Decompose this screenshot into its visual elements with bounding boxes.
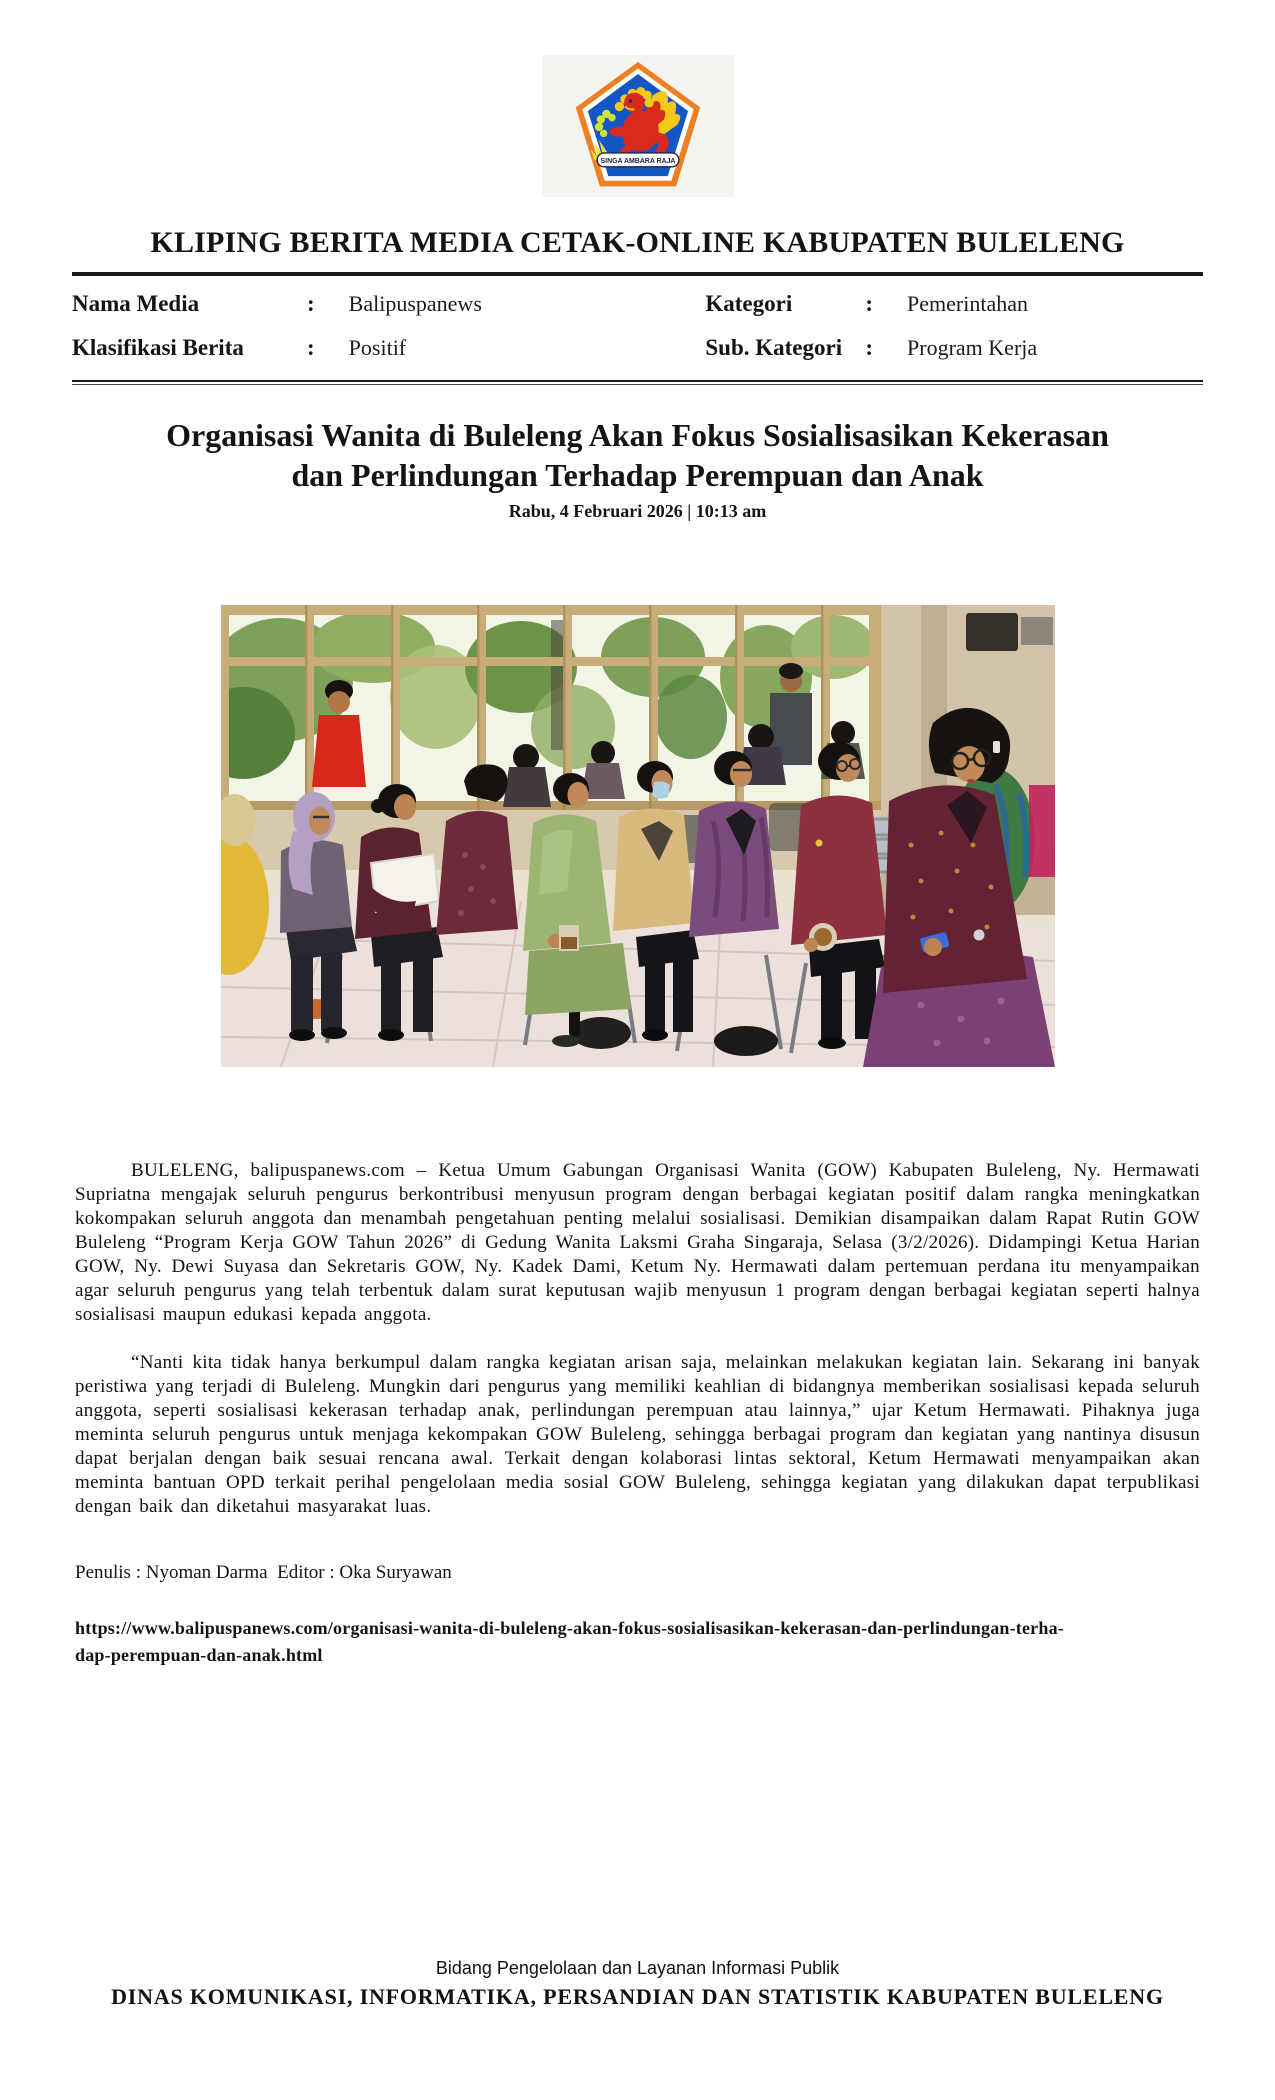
article-body [75, 1159, 1200, 1519]
footer-division: Bidang Pengelolaan dan Layanan Informasi Publik [435, 1958, 840, 1978]
buleleng-coat-of-arms-icon [573, 60, 703, 192]
article-title-line1: Organisasi Wanita di Buleleng Akan Fokus Sosialisasikan Kekerasan [166, 417, 1109, 453]
logo-banner-text: SINGA AMBARA RAJA [600, 158, 675, 166]
meta-value: Program Kerja [907, 335, 1038, 360]
meta-cell-nama-media [72, 291, 705, 317]
article-url-line1: https://www.balipuspanews.com/organisasi-wanita-di-buleleng-akan-fokus-sosialisasikan-kekerasan-dan-perlindungan-terha- [75, 1618, 1064, 1638]
meta-table [72, 276, 1203, 378]
meta-row [72, 282, 1203, 326]
meta-cell-kategori [705, 291, 1203, 317]
meta-row [72, 326, 1203, 370]
logo-box [542, 55, 734, 197]
footer [0, 1956, 1275, 2011]
meta-colon: : [865, 335, 874, 360]
meta-cell-klasifikasi [72, 335, 705, 361]
divider-bottom [72, 380, 1203, 385]
meta-label: Nama Media [72, 291, 200, 316]
meta-value: Positif [348, 335, 407, 360]
article-title-line2: dan Perlindungan Terhadap Perempuan dan Anak [291, 457, 984, 493]
logo-banner [597, 153, 679, 167]
meta-value: Pemerintahan [907, 291, 1028, 316]
meta-label: Sub. Kategori [705, 335, 843, 360]
paragraph-1: BULELENG, balipuspanews.com – Ketua Umum Gabungan Organisasi Wanita (GOW) Kabupaten Buleleng, Ny. Hermawati Supriatna mengajak seluruh pengurus berkontribusi menyusun program dengan berbagai kegiatan positif dalam rangka meningkatkan kokompakan seluruh anggota dan menambah pengetahuan penting melalui sosialisasi. Demikian disampaikan dalam Rapat Rutin GOW Buleleng “Program Kerja GOW Tahun 2026” di Gedung Wanita Laksmi Graha Singaraja, Selasa (3/2/2026). Didampingi Ketua Harian GOW, Ny. Dewi Suyasa dan Sekretaris GOW, Ny. Kadek Dami, Ketum Ny. Hermawati dalam pertemuan perdana itu menyampaikan agar seluruh pengurus yang telah terbentuk dalam surat keputusan wajib menyusun 1 program dengan berbagai kegiatan seperti halnya sosialisasi maupun edukasi kepada anggota. [75, 1160, 1200, 1325]
meta-value: Balipuspanews [348, 291, 482, 316]
byline: Penulis : Nyoman Darma Editor : Oka Suryawan [75, 1562, 452, 1583]
footer-agency: DINAS KOMUNIKASI, INFORMATIKA, PERSANDIAN DAN STATISTIK KABUPATEN BULELENG [111, 1984, 1164, 2009]
article-url [75, 1615, 1200, 1669]
article-title [40, 415, 1235, 495]
meta-colon: : [307, 335, 315, 360]
meta-colon: : [307, 291, 315, 316]
meta-label: Klasifikasi Berita [72, 335, 244, 360]
article-dateline: Rabu, 4 Februari 2026 | 10:13 am [508, 501, 767, 521]
meta-label: Kategori [705, 291, 793, 316]
meta-colon: : [865, 291, 874, 316]
article-photo [221, 605, 1055, 1067]
article-url-line2: dap-perempuan-dan-anak.html [75, 1645, 323, 1665]
paragraph-2: “Nanti kita tidak hanya berkumpul dalam rangka kegiatan arisan saja, melainkan melakukan kegiatan lain. Sekarang ini banyak peristiwa yang terjadi di Buleleng. Mungkin dari pengurus yang memiliki keahlian di bidangnya memberikan sosialisasi kepada seluruh anggota, seperti sosialisasi kekerasan terhadap anak, perlindungan perempuan atau lainnya,” ujar Ketum Hermawati. Pihaknya juga meminta seluruh pengurus untuk menjaga kekompakan GOW Buleleng, sehingga berbagai program dan kegiatan yang nantinya disusun dapat berjalan dengan baik sesuai rencana awal. Terkait dengan kolaborasi lintas sektoral, Ketum Hermawati menyampaikan akan meminta bantuan OPD terkait perihal pengelolaan media sosial GOW Buleleng, sehingga kegiatan yang dilakukan dapat terpublikasi dengan baik dan diketahui masyarakat luas. [75, 1352, 1200, 1517]
meta-cell-sub-kategori [705, 335, 1203, 361]
page-title: KLIPING BERITA MEDIA CETAK-ONLINE KABUPATEN BULELENG [150, 226, 1125, 259]
